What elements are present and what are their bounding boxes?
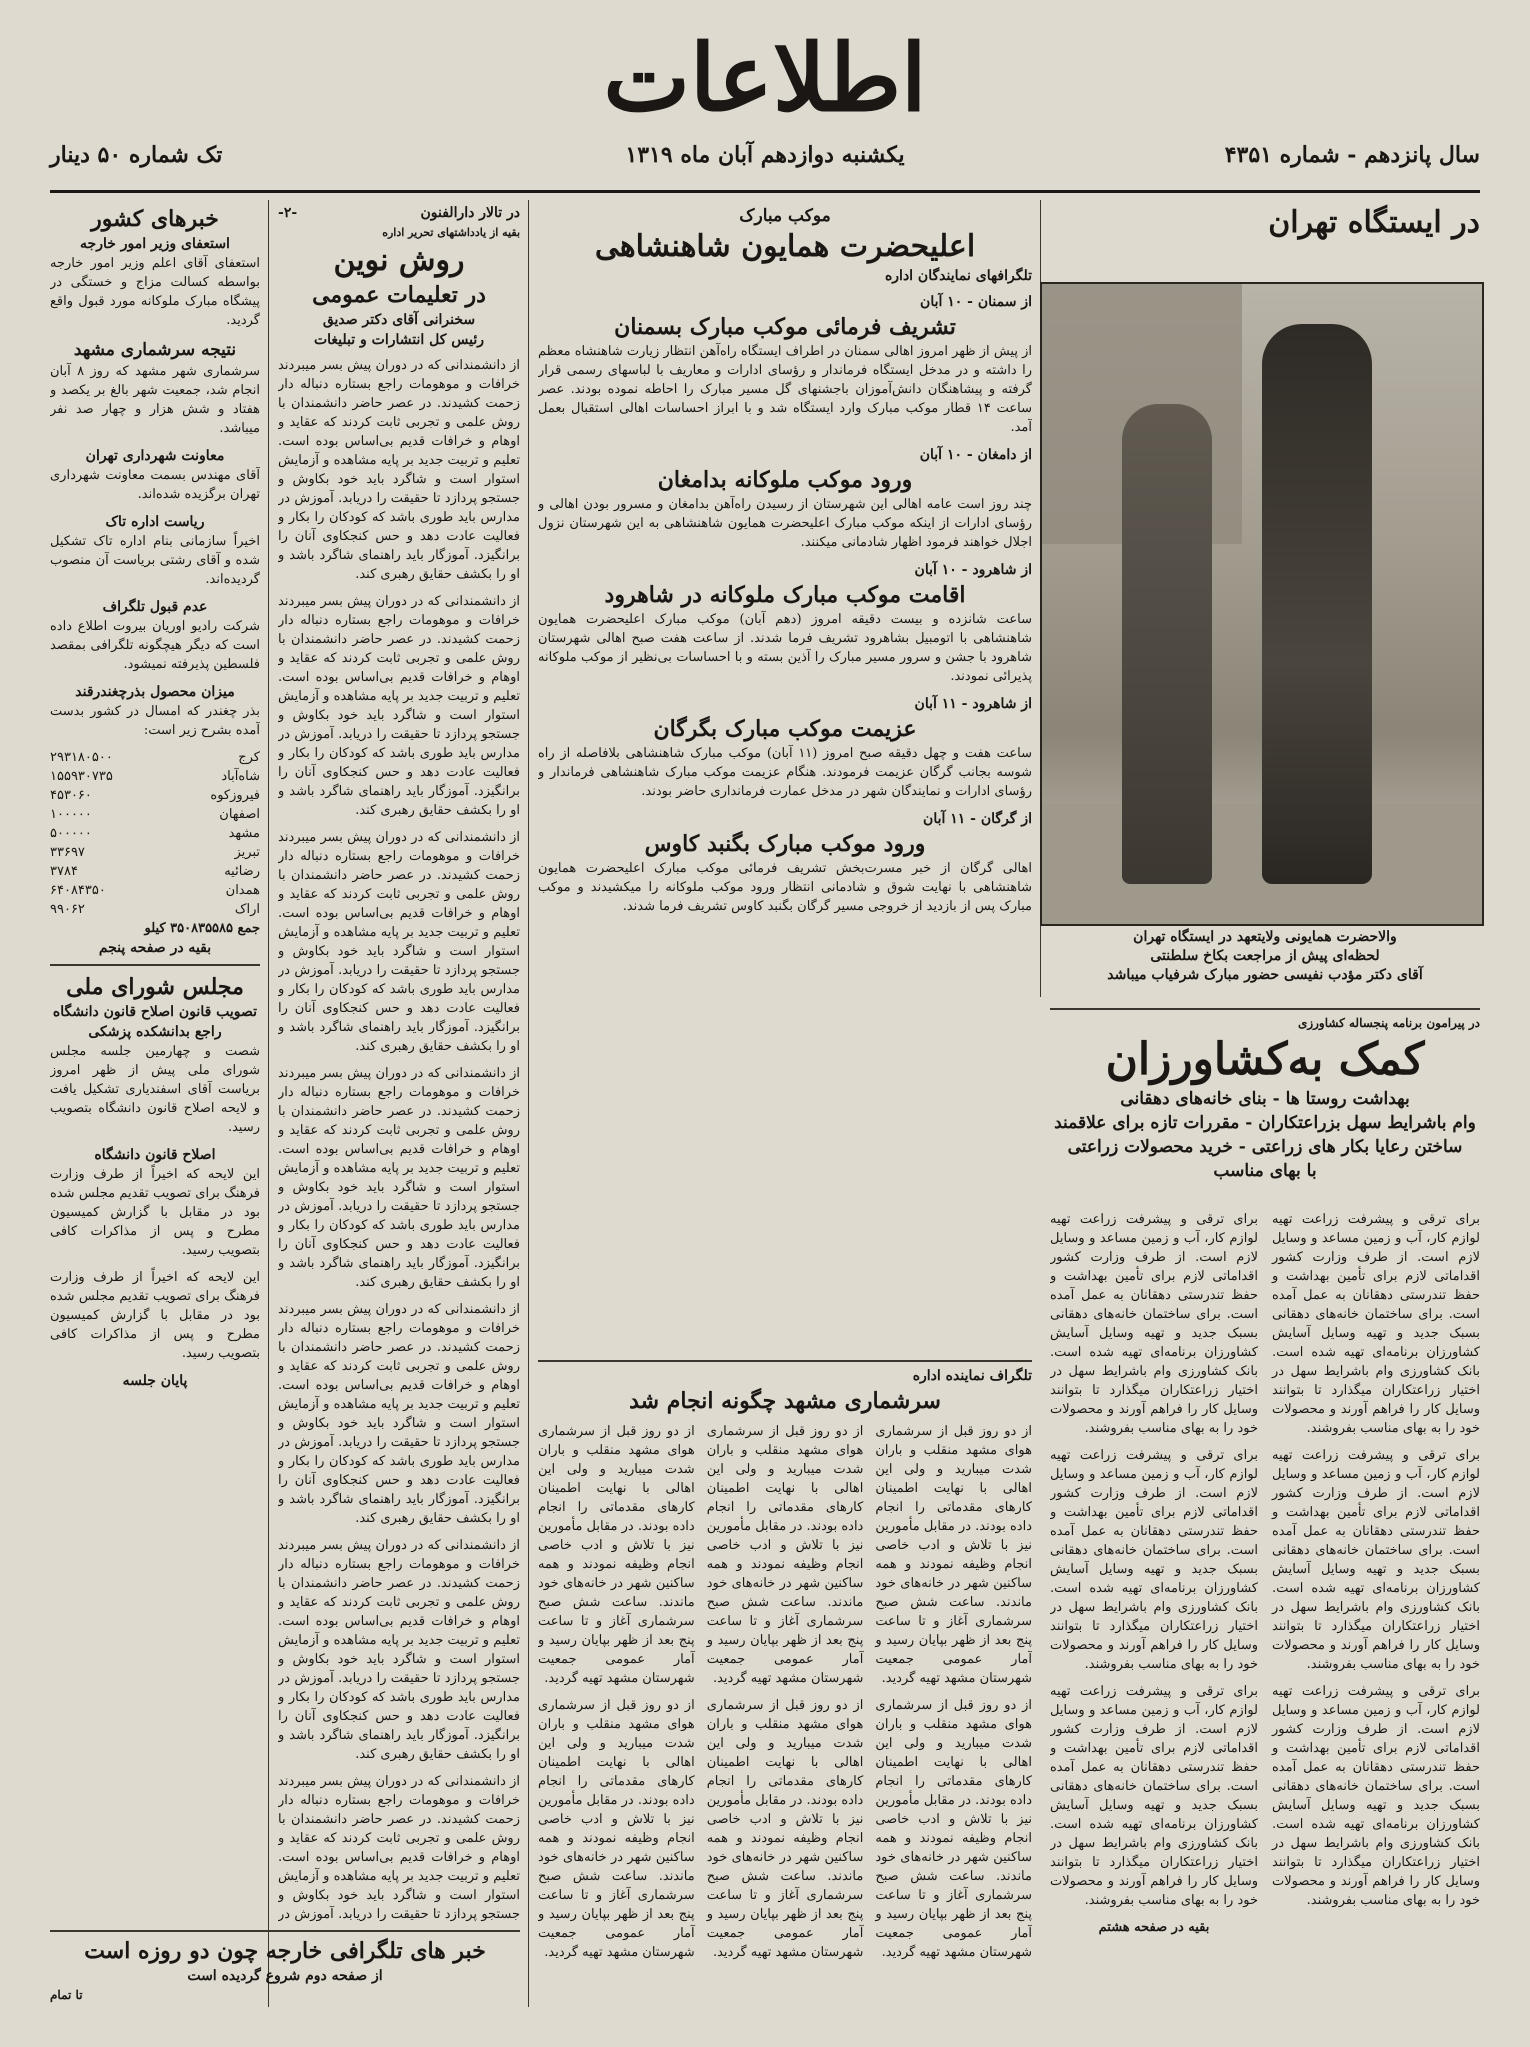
section-title: ورود موکب ملوکانه بدامغان: [657, 467, 913, 493]
news-item-body: سرشماری شهر مشهد که روز ۸ آبان انجام شد، جمعیت شهر بالغ بر یکصد و هفتاد و شش هزار و چهار صد نفر میباشد.: [50, 364, 260, 436]
news-item-body: شرکت رادیو اوریان بیروت اطلاع داده است که دیگر هیچگونه تلگرافی بمقصد فلسطین پذیرفته نمیشود.: [50, 619, 260, 672]
section-body: چند روز است عامه اهالی این شهرستان از رسیدن راه‌آهن بدامغان و مسرور بودن اهالی و رؤسای ادارات از اینکه موکب مبارک اعلیحضرت همایون شاهنشاهی به این شهرستان نزول اجلال خواهند فرمود اظهار شادمانی میکنند.: [538, 497, 1032, 550]
table-cell: کرج: [238, 750, 260, 765]
section-body: اهالی گرگان از خبر مسرت‌بخش تشریف فرمائی موکب مبارک اعلیحضرت همایون شاهنشاهی با نهایت شوق و شادمانی انتظار ورود موکب ملوکانه را میکشیدند و موکب مبارک پس از بازدید از خروجی مسیر گرگان بگنبد کاوس تشریف فرما شدند.: [538, 861, 1032, 914]
table-cell: ۵۰۰۰۰۰: [50, 826, 92, 841]
table-row: [50, 843, 260, 862]
section-body: ساعت هفت و چهل دقیقه صبح امروز (۱۱ آبان) موکب مبارک شاهنشاهی بلافاصله از راه شوسه بجانب گرگان عزیمت فرمودند. هنگام عزیمت موکب مبارک شاهنشاهی فرماندار و رؤسای ادارات و نمایندگان شهر در مدخل عمارت فرمانداری حاضر بودند.: [538, 746, 1032, 799]
table-cell: ۳۳۶۹۷: [50, 845, 85, 860]
photo-caption: [1050, 928, 1480, 1004]
column-divider: [528, 200, 529, 2007]
census-body-text: از دو روز قبل از سرشماری هوای مشهد منقلب و باران شدت میبارید و ولی این اهالی با نهایت اطمینان کارهای مقدماتی را انجام داده بودند. در مقابل مأمورین نیز با تلاش و ادب خاصی انجام وظیفه نمودند و همه ساکنین شهر در خانه‌های خود ماندند. ساعت شش صبح سرشماری آغاز و تا ساعت پنج بعد از ظهر بپایان رسید و آمار عمومی جمعیت شهرستان مشهد تهیه گردید.: [875, 1424, 1032, 1686]
census-body-text: از دو روز قبل از سرشماری هوای مشهد منقلب و باران شدت میبارید و ولی این اهالی با نهایت اطمینان کارهای مقدماتی را انجام داده بودند. در مقابل مأمورین نیز با تلاش و ادب خاصی انجام وظیفه نمودند و همه ساکنین شهر در خانه‌های خود ماندند. ساعت شش صبح سرشماری آغاز و تا ساعت پنج بعد از ظهر بپایان رسید و آمار عمومی جمعیت شهرستان مشهد تهیه گردید.: [706, 1424, 864, 1686]
education-body-text: از دانشمندانی که در دوران پیش بسر میبردند خرافات و موهومات راجع بستاره دنباله دار زحمت کشیدند. در عصر حاضر دانشمندان با روش علمی و تجربی ثابت کردند که عقاید و اوهام و خرافات قدیم بی‌اساس بوده است. تعلیم و تربیت جدید بر پایه مشاهده و آزمایش استوار است و شاگرد باید خود بکاوش و جستجو پردازد تا حقیقت را دریابد. آموزش در مدارس باید طوری باشد که کودکان را بکار و فعالیت عادت دهد و حس کنجکاوی آنان را برانگیزد. آموزگار باید راهنمای شاگرد باشد و او را بکشف حقایق رهبری کند.: [278, 358, 520, 582]
news-item-title: استعفای وزیر امور خارجه: [80, 236, 230, 252]
education-article: [278, 204, 520, 1924]
education-body-text: از دانشمندانی که در دوران پیش بسر میبردند خرافات و موهومات راجع بستاره دنباله دار زحمت کشیدند. در عصر حاضر دانشمندان با روش علمی و تجربی ثابت کردند که عقاید و اوهام و خرافات قدیم بی‌اساس بوده است. تعلیم و تربیت جدید بر پایه مشاهده و آزمایش استوار است و شاگرد باید خود بکاوش و جستجو پردازد تا حقیقت را دریابد. آموزش در مدارس باید طوری باشد که کودکان را بکار و فعالیت عادت دهد و حس کنجکاوی آنان را برانگیزد. آموزگار باید راهنمای شاگرد باشد و او را بکشف حقایق رهبری کند.: [278, 1302, 520, 1526]
census-body-text: از دو روز قبل از سرشماری هوای مشهد منقلب و باران شدت میبارید و ولی این اهالی با نهایت اطمینان کارهای مقدماتی را انجام داده بودند. در مقابل مأمورین نیز با تلاش و ادب خاصی انجام وظیفه نمودند و همه ساکنین شهر در خانه‌های خود ماندند. ساعت شش صبح سرشماری آغاز و تا ساعت پنج بعد از ظهر بپایان رسید و آمار عمومی جمعیت شهرستان مشهد تهیه گردید.: [875, 1698, 1032, 1960]
table-cell: تبریز: [234, 845, 260, 860]
page-marker: -۲-: [278, 205, 298, 221]
table-row: [50, 881, 260, 900]
photo-figure-prince: [1262, 324, 1372, 884]
education-label-bar: [278, 204, 520, 223]
table-cell: ۶۴۰۸۴۳۵۰: [50, 883, 106, 898]
table-cell: اصفهان: [219, 807, 260, 822]
news-header: خبرهای کشور: [91, 206, 219, 232]
education-headline: روش نوین: [333, 243, 465, 278]
photo-heading-block: [1050, 204, 1480, 274]
section-body: ساعت شانزده و بیست دقیقه امروز (دهم آبان) موکب مبارک اعلیحضرت همایون شاهنشاهی با اتومبیل بشاهرود تشریف فرما شدند. از ساعت هفت صبح اهالی شهرستان شاهرود با جشن و سرور مسیر مبارک را آذین بسته و با احساسات بی‌نظیر از موکب ملوکانه پذیرائی نمودند.: [538, 612, 1032, 684]
education-body-text: از دانشمندانی که در دوران پیش بسر میبردند خرافات و موهومات راجع بستاره دنباله دار زحمت کشیدند. در عصر حاضر دانشمندان با روش علمی و تجربی ثابت کردند که عقاید و اوهام و خرافات قدیم بی‌اساس بوده است. تعلیم و تربیت جدید بر پایه مشاهده و آزمایش استوار است و شاگرد باید خود بکاوش و جستجو پردازد تا حقیقت را دریابد. آموزش در مدارس باید طوری باشد که کودکان را بکار و فعالیت عادت دهد و حس کنجکاوی آنان را برانگیزد. آموزگار باید راهنمای شاگرد باشد و او را بکشف حقایق رهبری کند.: [278, 830, 520, 1054]
sugarbeet-table: [50, 748, 260, 958]
table-row: [50, 900, 260, 919]
census-body: [538, 1422, 1032, 1970]
photo-caption-line: والاحضرت همایونی ولایتعهد در ایستگاه تهران: [1133, 929, 1397, 945]
education-body-text: از دانشمندانی که در دوران پیش بسر میبردند خرافات و موهومات راجع بستاره دنباله دار زحمت کشیدند. در عصر حاضر دانشمندان با روش علمی و تجربی ثابت کردند که عقاید و اوهام و خرافات قدیم بی‌اساس بوده است. تعلیم و تربیت جدید بر پایه مشاهده و آزمایش استوار است و شاگرد باید خود بکاوش و جستجو پردازد تا حقیقت را دریابد. آموزش در: [278, 1774, 520, 1922]
majlis-title: مجلس شورای ملی: [66, 974, 244, 1000]
table-cell: مشهد: [228, 826, 260, 841]
education-kicker: بقیه از یادداشتهای تحریر اداره: [382, 226, 520, 239]
news-briefs: [50, 204, 260, 1924]
farmers-kicker: در پیرامون برنامه پنجساله کشاورزی: [1297, 1016, 1480, 1030]
masthead-rule: [50, 190, 1480, 193]
news-item-title: نتیجه سرشماری مشهد: [73, 340, 237, 360]
news-item-body: استعفای آقای اعلم وزیر امور خارجه بواسطه کسالت مزاج و خستگی در پیشگاه مبارک ملوکانه مورد قبول واقع گردید.: [50, 256, 260, 328]
table-row: [50, 748, 260, 767]
education-byline: سخنرانی آقای دکتر صدیق: [322, 312, 476, 328]
farmers-subhead: با بهای مناسب: [1213, 1161, 1317, 1181]
table-cell: فیروزکوه: [210, 788, 260, 803]
farmers-body-text: برای ترقی و پیشرفت زراعت تهیه لوازم کار، آب و زمین مساعد و وسایل لازم است. از طرف وزارت کشور اقداماتی لازم برای تأمین بهداشت و حفظ تندرستی دهقانان به عمل آمده است. برای ساختمان خانه‌های دهقانی بسبک جدید و تهیه وسایل آسایش کشاورزان برنامه‌ای تهیه شده است. بانک کشاورزی وام باشرایط سهل در اختیار زراعتکاران میگذارد تا بتوانند وسایل کار را فراهم آورند و محصولات خود را به بهای مناسب بفروشند.: [1050, 1448, 1258, 1672]
farmers-body-text: برای ترقی و پیشرفت زراعت تهیه لوازم کار، آب و زمین مساعد و وسایل لازم است. از طرف وزارت کشور اقداماتی لازم برای تأمین بهداشت و حفظ تندرستی دهقانان به عمل آمده است. برای ساختمان خانه‌های دهقانی بسبک جدید و تهیه وسایل آسایش کشاورزان برنامه‌ای تهیه شده است. بانک کشاورزی وام باشرایط سهل در اختیار زراعتکاران میگذارد تا بتوانند وسایل کار را فراهم آورند و محصولات خود را به بهای مناسب بفروشند.: [1050, 1684, 1258, 1908]
census-kicker: تلگراف نماینده اداره: [912, 1368, 1032, 1384]
photo-caption-line: آقای دکتر مؤدب نفیسی حضور مبارک شرفیاب میباشد: [1107, 967, 1423, 983]
footer-headline: خبر های تلگرافی خارجه چون دو روزه است: [84, 1938, 486, 1964]
masthead-title: اطلاعات: [603, 24, 927, 132]
dateline: از شاهرود - ۱۰ آبان: [914, 562, 1032, 578]
census-body-text: از دو روز قبل از سرشماری هوای مشهد منقلب و باران شدت میبارید و ولی این اهالی با نهایت اطمینان کارهای مقدماتی را انجام داده بودند. در مقابل مأمورین نیز با تلاش و ادب خاصی انجام وظیفه نمودند و همه ساکنین شهر در خانه‌های خود ماندند. ساعت شش صبح سرشماری آغاز و تا ساعت پنج بعد از ظهر بپایان رسید و آمار عمومی جمعیت شهرستان مشهد تهیه گردید.: [538, 1424, 695, 1686]
farmers-body-text: برای ترقی و پیشرفت زراعت تهیه لوازم کار، آب و زمین مساعد و وسایل لازم است. از طرف وزارت کشور اقداماتی لازم برای تأمین بهداشت و حفظ تندرستی دهقانان به عمل آمده است. برای ساختمان خانه‌های دهقانی بسبک جدید و تهیه وسایل آسایش کشاورزان برنامه‌ای تهیه شده است. بانک کشاورزی وام باشرایط سهل در اختیار زراعتکاران میگذارد تا بتوانند وسایل کار را فراهم آورند و محصولات خود را به بهای مناسب بفروشند.: [1272, 1448, 1480, 1672]
census-body-text: از دو روز قبل از سرشماری هوای مشهد منقلب و باران شدت میبارید و ولی این اهالی با نهایت اطمینان کارهای مقدماتی را انجام داده بودند. در مقابل مأمورین نیز با تلاش و ادب خاصی انجام وظیفه نمودند و همه ساکنین شهر در خانه‌های خود ماندند. ساعت شش صبح سرشماری آغاز و تا ساعت پنج بعد از ظهر بپایان رسید و آمار عمومی جمعیت شهرستان مشهد تهیه گردید.: [538, 1698, 695, 1960]
table-cell: ۳۷۸۴: [50, 864, 78, 879]
footer-end: تا تمام: [50, 1988, 83, 2002]
column-divider: [268, 200, 269, 2007]
section-rule: [538, 1360, 1032, 1362]
issue-price: تک شماره ۵۰ دینار: [50, 142, 223, 168]
education-label: در تالار دارالفنون: [420, 205, 520, 221]
section-body: از پیش از ظهر امروز اهالی سمنان در اطراف ایستگاه راه‌آهن انتظار زیارت شاهنشاه معظم را داشته و در مدخل ایستگاه فرماندار و رؤسای ادارات و معاریف با لباسهای رسمی قرار گرفته و پیشاهنگان دانش‌آموزان باجشنهای گل مسیر مبارک را احاطه نموده بودند. عصر ساعت ۱۴ قطار موکب مبارک وارد ایستگاه شد و با ابراز احساسات اهالی استقبال بعمل آمد.: [538, 344, 1032, 435]
issue-year-number: سال پانزدهم - شماره ۴۳۵۱: [1224, 142, 1480, 168]
table-row: [50, 805, 260, 824]
news-item-title: معاونت شهرداری تهران: [85, 448, 225, 464]
majlis-subhead: راجع بدانشکده پزشکی: [88, 1024, 222, 1040]
photo-heading: در ایستگاه تهران: [1268, 205, 1480, 240]
news-item-title: ریاست اداره تاک: [105, 514, 205, 530]
table-continued: بقیه در صفحه پنجم: [98, 940, 212, 956]
table-cell: اراک: [234, 902, 260, 917]
table-cell: ۴۵۳۰۶۰: [50, 788, 92, 803]
royal-procession-article: [538, 204, 1032, 1354]
census-headline: سرشماری مشهد چگونه انجام شد: [629, 1388, 941, 1414]
end-session: پایان جلسه: [122, 1373, 188, 1389]
photo-caption-line: لحظه‌ای پیش از مراجعت بکاخ سلطنتی: [1150, 948, 1380, 964]
farmers-headline: کمک به‌کشاورزان: [1105, 1034, 1425, 1085]
university-title: اصلاح قانون دانشگاه: [94, 1147, 216, 1163]
table-cell: شاه‌آباد: [221, 769, 260, 784]
education-body-text: از دانشمندانی که در دوران پیش بسر میبردند خرافات و موهومات راجع بستاره دنباله دار زحمت کشیدند. در عصر حاضر دانشمندان با روش علمی و تجربی ثابت کردند که عقاید و اوهام و خرافات قدیم بی‌اساس بوده است. تعلیم و تربیت جدید بر پایه مشاهده و آزمایش استوار است و شاگرد باید خود بکاوش و جستجو پردازد تا حقیقت را دریابد. آموزش در مدارس باید طوری باشد که کودکان را بکار و فعالیت عادت دهد و حس کنجکاوی آنان را برانگیزد. آموزگار باید راهنمای شاگرد باشد و او را بکشف حقایق رهبری کند.: [278, 594, 520, 818]
footer-sub: از صفحه دوم شروع گردیده است: [187, 1968, 383, 1984]
section-rule: [1050, 1008, 1480, 1010]
majlis-body: شصت و چهارمین جلسه مجلس شورای ملی پیش از ظهر امروز بریاست آقای اسفندیاری تشکیل یافت و لایحه اصلاح قانون دانشگاه بتصویب رسید.: [50, 1044, 260, 1135]
table-total: [50, 919, 260, 938]
section-title: تشریف فرمائی موکب مبارک بسمنان: [614, 314, 956, 340]
masthead: [0, 24, 1530, 132]
dateline: از شاهرود - ۱۱ آبان: [914, 696, 1032, 712]
farmers-header: [1050, 1014, 1480, 1204]
news-item-body: آقای مهندس بسمت معاونت شهرداری تهران برگزیده شده‌اند.: [50, 468, 260, 502]
table-row: [50, 767, 260, 786]
news-item-body: بذر چغندر که امسال در کشور بدست آمده بشرح زیر است:: [50, 704, 260, 738]
education-byline: رئیس کل انتشارات و تبلیغات: [313, 332, 485, 348]
issue-info-bar: [50, 128, 1480, 188]
table-cell: ۲۹۳۱۸۰۵۰۰: [50, 750, 113, 765]
footer-rule: [50, 1930, 520, 1932]
photo-figure-elder: [1122, 404, 1212, 884]
census-article: [538, 1366, 1032, 2006]
table-total-text: جمع ۳۵۰۸۳۵۵۸۵ کیلو: [144, 921, 260, 936]
farmers-body-text: برای ترقی و پیشرفت زراعت تهیه لوازم کار، آب و زمین مساعد و وسایل لازم است. از طرف وزارت کشور اقداماتی لازم برای تأمین بهداشت و حفظ تندرستی دهقانان به عمل آمده است. برای ساختمان خانه‌های دهقانی بسبک جدید و تهیه وسایل آسایش کشاورزان برنامه‌ای تهیه شده است. بانک کشاورزی وام باشرایط سهل در اختیار زراعتکاران میگذارد تا بتوانند وسایل کار را فراهم آورند و محصولات خود را به بهای مناسب بفروشند.: [1050, 1212, 1258, 1436]
table-cell: ۱۰۰۰۰۰: [50, 807, 92, 822]
section-title: اقامت موکب مبارک ملوکانه در شاهرود: [604, 582, 966, 608]
news-item-body: اخیراً سازمانی بنام اداره تاک تشکیل شده و آقای رشتی بریاست آن منصوب گردیده‌اند.: [50, 534, 260, 587]
news-item-title: عدم قبول تلگراف: [102, 599, 208, 615]
farmers-continued: بقیه در صفحه هشتم: [1098, 1920, 1210, 1935]
royal-subhead: تلگرافهای نمایندگان اداره: [884, 268, 1032, 284]
section-title: عزیمت موکب مبارک بگرگان: [653, 716, 917, 742]
university-body: این لایحه که اخیراً از طرف وزارت فرهنگ برای تصویب تقدیم مجلس شده بود در مقابل با گزارش کمیسیون مطرح و پس از مذاکرات کافی بتصویب رسید.: [50, 1167, 260, 1258]
farmers-subhead: ساختن رعایا بکار های زراعتی - خرید محصولات زراعتی: [1067, 1137, 1463, 1157]
foreign-news-footer: [50, 1936, 520, 2016]
education-headline: در تعلیمات عمومی: [312, 282, 486, 308]
farmers-body-text: برای ترقی و پیشرفت زراعت تهیه لوازم کار، آب و زمین مساعد و وسایل لازم است. از طرف وزارت کشور اقداماتی لازم برای تأمین بهداشت و حفظ تندرستی دهقانان به عمل آمده است. برای ساختمان خانه‌های دهقانی بسبک جدید و تهیه وسایل آسایش کشاورزان برنامه‌ای تهیه شده است. بانک کشاورزی وام باشرایط سهل در اختیار زراعتکاران میگذارد تا بتوانند وسایل کار را فراهم آورند و محصولات خود را به بهای مناسب بفروشند.: [1272, 1212, 1480, 1436]
farmers-subhead: وام باشرایط سهل بزراعتکاران - مقررات تازه برای علاقمند: [1054, 1113, 1476, 1133]
farmers-body-text: برای ترقی و پیشرفت زراعت تهیه لوازم کار، آب و زمین مساعد و وسایل لازم است. از طرف وزارت کشور اقداماتی لازم برای تأمین بهداشت و حفظ تندرستی دهقانان به عمل آمده است. برای ساختمان خانه‌های دهقانی بسبک جدید و تهیه وسایل آسایش کشاورزان برنامه‌ای تهیه شده است. بانک کشاورزی وام باشرایط سهل در اختیار زراعتکاران میگذارد تا بتوانند وسایل کار را فراهم آورند و محصولات خود را به بهای مناسب بفروشند.: [1272, 1684, 1480, 1908]
section-rule: [50, 964, 260, 966]
dateline: از گرگان - ۱۱ آبان: [923, 811, 1032, 827]
dateline: از دامغان - ۱۰ آبان: [919, 447, 1032, 463]
farmers-body: [1050, 1210, 1480, 2010]
issue-date: یکشنبه دوازدهم آبان ماه ۱۳۱۹: [625, 142, 905, 168]
table-cell: رضائیه: [224, 864, 260, 879]
table-cell: ۹۹۰۶۲: [50, 902, 85, 917]
education-body-text: از دانشمندانی که در دوران پیش بسر میبردند خرافات و موهومات راجع بستاره دنباله دار زحمت کشیدند. در عصر حاضر دانشمندان با روش علمی و تجربی ثابت کردند که عقاید و اوهام و خرافات قدیم بی‌اساس بوده است. تعلیم و تربیت جدید بر پایه مشاهده و آزمایش استوار است و شاگرد باید خود بکاوش و جستجو پردازد تا حقیقت را دریابد. آموزش در مدارس باید طوری باشد که کودکان را بکار و فعالیت عادت دهد و حس کنجکاوی آنان را برانگیزد. آموزگار باید راهنمای شاگرد باشد و او را بکشف حقایق رهبری کند.: [278, 1538, 520, 1762]
royal-kicker: موکب مبارک: [739, 206, 831, 226]
table-cell: ۱۵۵۹۳۰۷۳۵: [50, 769, 113, 784]
university-body: این لایحه که اخیراً از طرف وزارت فرهنگ برای تصویب تقدیم مجلس شده بود در مقابل با گزارش کمیسیون مطرح و پس از مذاکرات کافی بتصویب رسید.: [50, 1270, 260, 1361]
table-row: [50, 786, 260, 805]
section-title: ورود موکب مبارک بگنبد کاوس: [644, 831, 926, 857]
table-row: [50, 824, 260, 843]
education-body-text: از دانشمندانی که در دوران پیش بسر میبردند خرافات و موهومات راجع بستاره دنباله دار زحمت کشیدند. در عصر حاضر دانشمندان با روش علمی و تجربی ثابت کردند که عقاید و اوهام و خرافات قدیم بی‌اساس بوده است. تعلیم و تربیت جدید بر پایه مشاهده و آزمایش استوار است و شاگرد باید خود بکاوش و جستجو پردازد تا حقیقت را دریابد. آموزش در مدارس باید طوری باشد که کودکان را بکار و فعالیت عادت دهد و حس کنجکاوی آنان را برانگیزد. آموزگار باید راهنمای شاگرد باشد و او را بکشف حقایق رهبری کند.: [278, 1066, 520, 1290]
majlis-subhead: تصویب قانون اصلاح قانون دانشگاه: [52, 1004, 258, 1020]
royal-headline: اعلیحضرت همایون شاهنشاهی: [594, 229, 976, 264]
table-row: [50, 862, 260, 881]
news-item-title: میزان محصول بذرچغندرقند: [75, 684, 235, 700]
census-body-text: از دو روز قبل از سرشماری هوای مشهد منقلب و باران شدت میبارید و ولی این اهالی با نهایت اطمینان کارهای مقدماتی را انجام داده بودند. در مقابل مأمورین نیز با تلاش و ادب خاصی انجام وظیفه نمودند و همه ساکنین شهر در خانه‌های خود ماندند. ساعت شش صبح سرشماری آغاز و تا ساعت پنج بعد از ظهر بپایان رسید و آمار عمومی جمعیت شهرستان مشهد تهیه گردید.: [706, 1698, 864, 1960]
farmers-subhead: بهداشت روستا ها - بنای خانه‌های دهقانی: [1120, 1089, 1410, 1109]
crown-prince-photo: [1040, 282, 1484, 926]
dateline: از سمنان - ۱۰ آبان: [920, 294, 1032, 310]
table-cell: همدان: [225, 883, 260, 898]
